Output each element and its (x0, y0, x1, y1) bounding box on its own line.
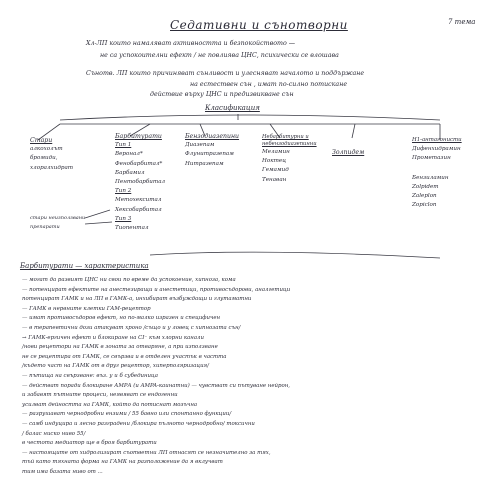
list-item: Zaleplon (412, 193, 437, 200)
list-item: Нитразепам (185, 160, 224, 167)
intro-line-1b: не са успокоителни ефект / не повлиява ЦНС, психически се влошава (100, 52, 339, 59)
list-item: Дифенхидрамин (412, 146, 461, 153)
column-header: Небарбитурни и небензодиазепинни (262, 134, 317, 147)
list-item: и забавят пътните процеси, неявяват се ендогенни (22, 392, 178, 399)
column-header: H1-антагонисти (412, 137, 462, 143)
list-item: — имат противосъдоров ефект, но по-малко изразен и специфичен (22, 315, 221, 322)
list-item: хлоралхидрат (30, 164, 74, 171)
list-item: не се рецептира от ГАМК, се свързва и в отделен участък в частта (22, 353, 227, 360)
column-benzodiazepini (185, 132, 239, 169)
list-item: Метохекситал (115, 197, 162, 204)
classification-heading: Класификация (205, 104, 260, 112)
list-item: — настоящите от хидролизират съответни ЛП отнасят се незначително за тях, (22, 449, 271, 456)
column-stari-footer (30, 214, 85, 232)
list-item: Тип 2 (115, 188, 132, 195)
list-item: — в терапевтични дози атакуват хроно /също и у ловец с хипнозата сън/ (22, 324, 241, 331)
intro-line-1: Хл-ЛП които намаляват активността и безпокойството — (86, 40, 296, 47)
column-header: Бензодиазепини (185, 133, 240, 140)
column-h1-antagonisti (412, 136, 462, 210)
list-item: Тенаван (262, 176, 287, 183)
list-item: Zopiclon (412, 202, 437, 209)
list-item: Zolpidem (412, 183, 439, 190)
list-item: в честота медиатор ще в броя барбитурати (22, 440, 157, 447)
characteristics-list (22, 276, 482, 477)
list-item: — пътища на свързване: въз. у и б субединица (22, 372, 158, 379)
column-zolpidem (332, 148, 364, 157)
list-item: Диазепам (185, 142, 215, 149)
list-item: Гемамид (262, 167, 289, 174)
list-item: /нови рецептори на ГАМК в зоната за отваряне, а при използване (22, 344, 218, 351)
column-stari (30, 136, 73, 173)
column-nebarbiturni (262, 134, 320, 185)
list-item: тим има базата ниво от ... (22, 468, 103, 475)
topic-number: 7 тема (448, 18, 476, 26)
column-barbiturati (115, 132, 165, 233)
list-item: → ГАМК-ергичен ефект и блокиране на CI⁻ към хлорни канали (22, 334, 204, 341)
list-item: тъй като тяхната форма на ГАМК на разположение да я вклучват (22, 459, 223, 466)
list-item: Фенобарбитал* (115, 160, 163, 167)
list-item: Меламин (262, 149, 290, 155)
list-item: — действат поради блокиране АМРА (и AMPA-каинатни) — чувстват си пътуване нейрон, (22, 382, 290, 389)
list-item: Тиопентал (115, 225, 149, 232)
column-header: Стари (30, 137, 53, 144)
list-item: алкохолът (30, 146, 63, 153)
intro-line-2c: действие върху ЦНС и предизвикване сън (150, 91, 294, 98)
page-title: Седативни и сънотворни (170, 18, 348, 32)
section-heading: Барбитурати — характеристика (20, 262, 149, 270)
list-item: Хексобарбитал (115, 206, 162, 213)
list-item: Ноктец (262, 158, 287, 165)
list-item: бромиди, (30, 155, 58, 162)
intro-line-2b: на естествен сън , имат по-силно потискане (190, 81, 348, 88)
list-item: Барбамил (115, 169, 145, 176)
list-item: Бензиламин (412, 174, 449, 181)
list-item: усилват дейността на ГАМК, който да потиснат мозъчна (22, 401, 198, 408)
list-item: — ГАМК в нервните клетки ГАМ-рецептор (22, 305, 151, 312)
list-item: Тип 3 (115, 215, 132, 222)
list-item: Тип 1 (115, 142, 132, 149)
list-item: потенцират ГАМК и на ЛП в ГАМК-а, инхибират възбуждащи и глутаматни (22, 296, 252, 303)
column-header: Барбитурати (115, 133, 162, 140)
intro-line-2: Сънотв. ЛП които причиняват сънливост и улесняват началото и поддържане (86, 70, 365, 77)
list-item: Веронал* (115, 151, 143, 158)
list-item: — могат да развият ЦНС ни свои по време да успокоение, хипноза, кома (22, 277, 236, 283)
list-item: Флунитразепам (185, 151, 234, 158)
list-item: /където част на ГАМК от в друг рецептор, хиперполяризация/ (22, 363, 209, 370)
list-item: Прометазин (412, 155, 451, 162)
list-item: — разрушават чернодробни ензими / 55 бавно или спонтанно функции/ (22, 411, 232, 418)
list-item: препарати (30, 224, 60, 231)
list-item: стари неизползвани (30, 215, 86, 221)
list-item: — самб индуцира и лесно разградени /блокира пълното чернодробно/ токсични (22, 420, 255, 427)
list-item: Пентобарбитал (115, 179, 166, 186)
column-header: Золпидем (332, 149, 365, 156)
list-item: / балас ниско ниво 55/ (22, 430, 86, 437)
list-item: — потенцират ефектите на анестезиращи и анестетици, противосъдорови, аналгетици (22, 286, 291, 293)
